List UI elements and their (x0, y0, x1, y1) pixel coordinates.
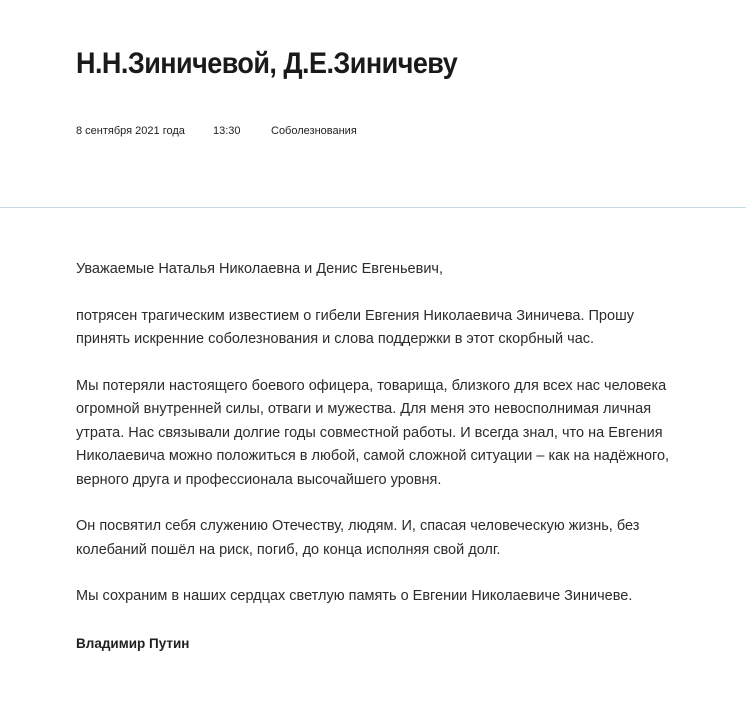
paragraph-2 (76, 375, 736, 493)
text-line: верного друга и профессионала высочайшего уровня. (76, 471, 442, 488)
text-line: утрата. Нас связывали долгие годы совместной работы. И всегда знал, что на Евгения (76, 424, 663, 441)
publication-date: 8 сентября 2021 года (76, 125, 185, 137)
text-line: потрясен трагическим известием о гибели Евгения Николаевича Зиничева. Прошу (76, 307, 634, 324)
page-title: Н.Н.Зиничевой, Д.Е.Зиничеву (76, 47, 458, 80)
page-header (0, 0, 746, 207)
text-line: принять искренние соболезнования и слова поддержки в этот скорбный час. (76, 331, 595, 347)
signature: Владимир Путин (76, 635, 190, 651)
greeting: Уважаемые Наталья Николаевна и Денис Евгеньевич, (76, 261, 444, 277)
text-line: колебаний пошёл на риск, погиб, до конца исполняя свой долг. (76, 541, 501, 558)
publication-time: 13:30 (213, 125, 241, 137)
paragraph-4 (76, 585, 736, 609)
text-line: Николаевича можно положиться в любой, самой сложной ситуации – как на надёжного, (76, 448, 670, 464)
article-body (76, 258, 736, 678)
text-line: Он посвятил себя служению Отечеству, людям. И, спасая человеческую жизнь, без (76, 518, 640, 534)
text-line: огромной внутренней силы, отваги и мужества. Для меня это невосполнимая личная (76, 401, 652, 417)
header-divider (0, 207, 746, 208)
paragraph-1 (76, 305, 736, 352)
paragraph-3 (76, 515, 736, 562)
text-line: Мы сохраним в наших сердцах светлую память о Евгении Николаевиче Зиничеве. (76, 588, 633, 604)
text-line: Мы потеряли настоящего боевого офицера, товарища, близкого для всех нас человека (76, 377, 667, 394)
rubric-link[interactable]: Соболезнования (271, 125, 357, 137)
